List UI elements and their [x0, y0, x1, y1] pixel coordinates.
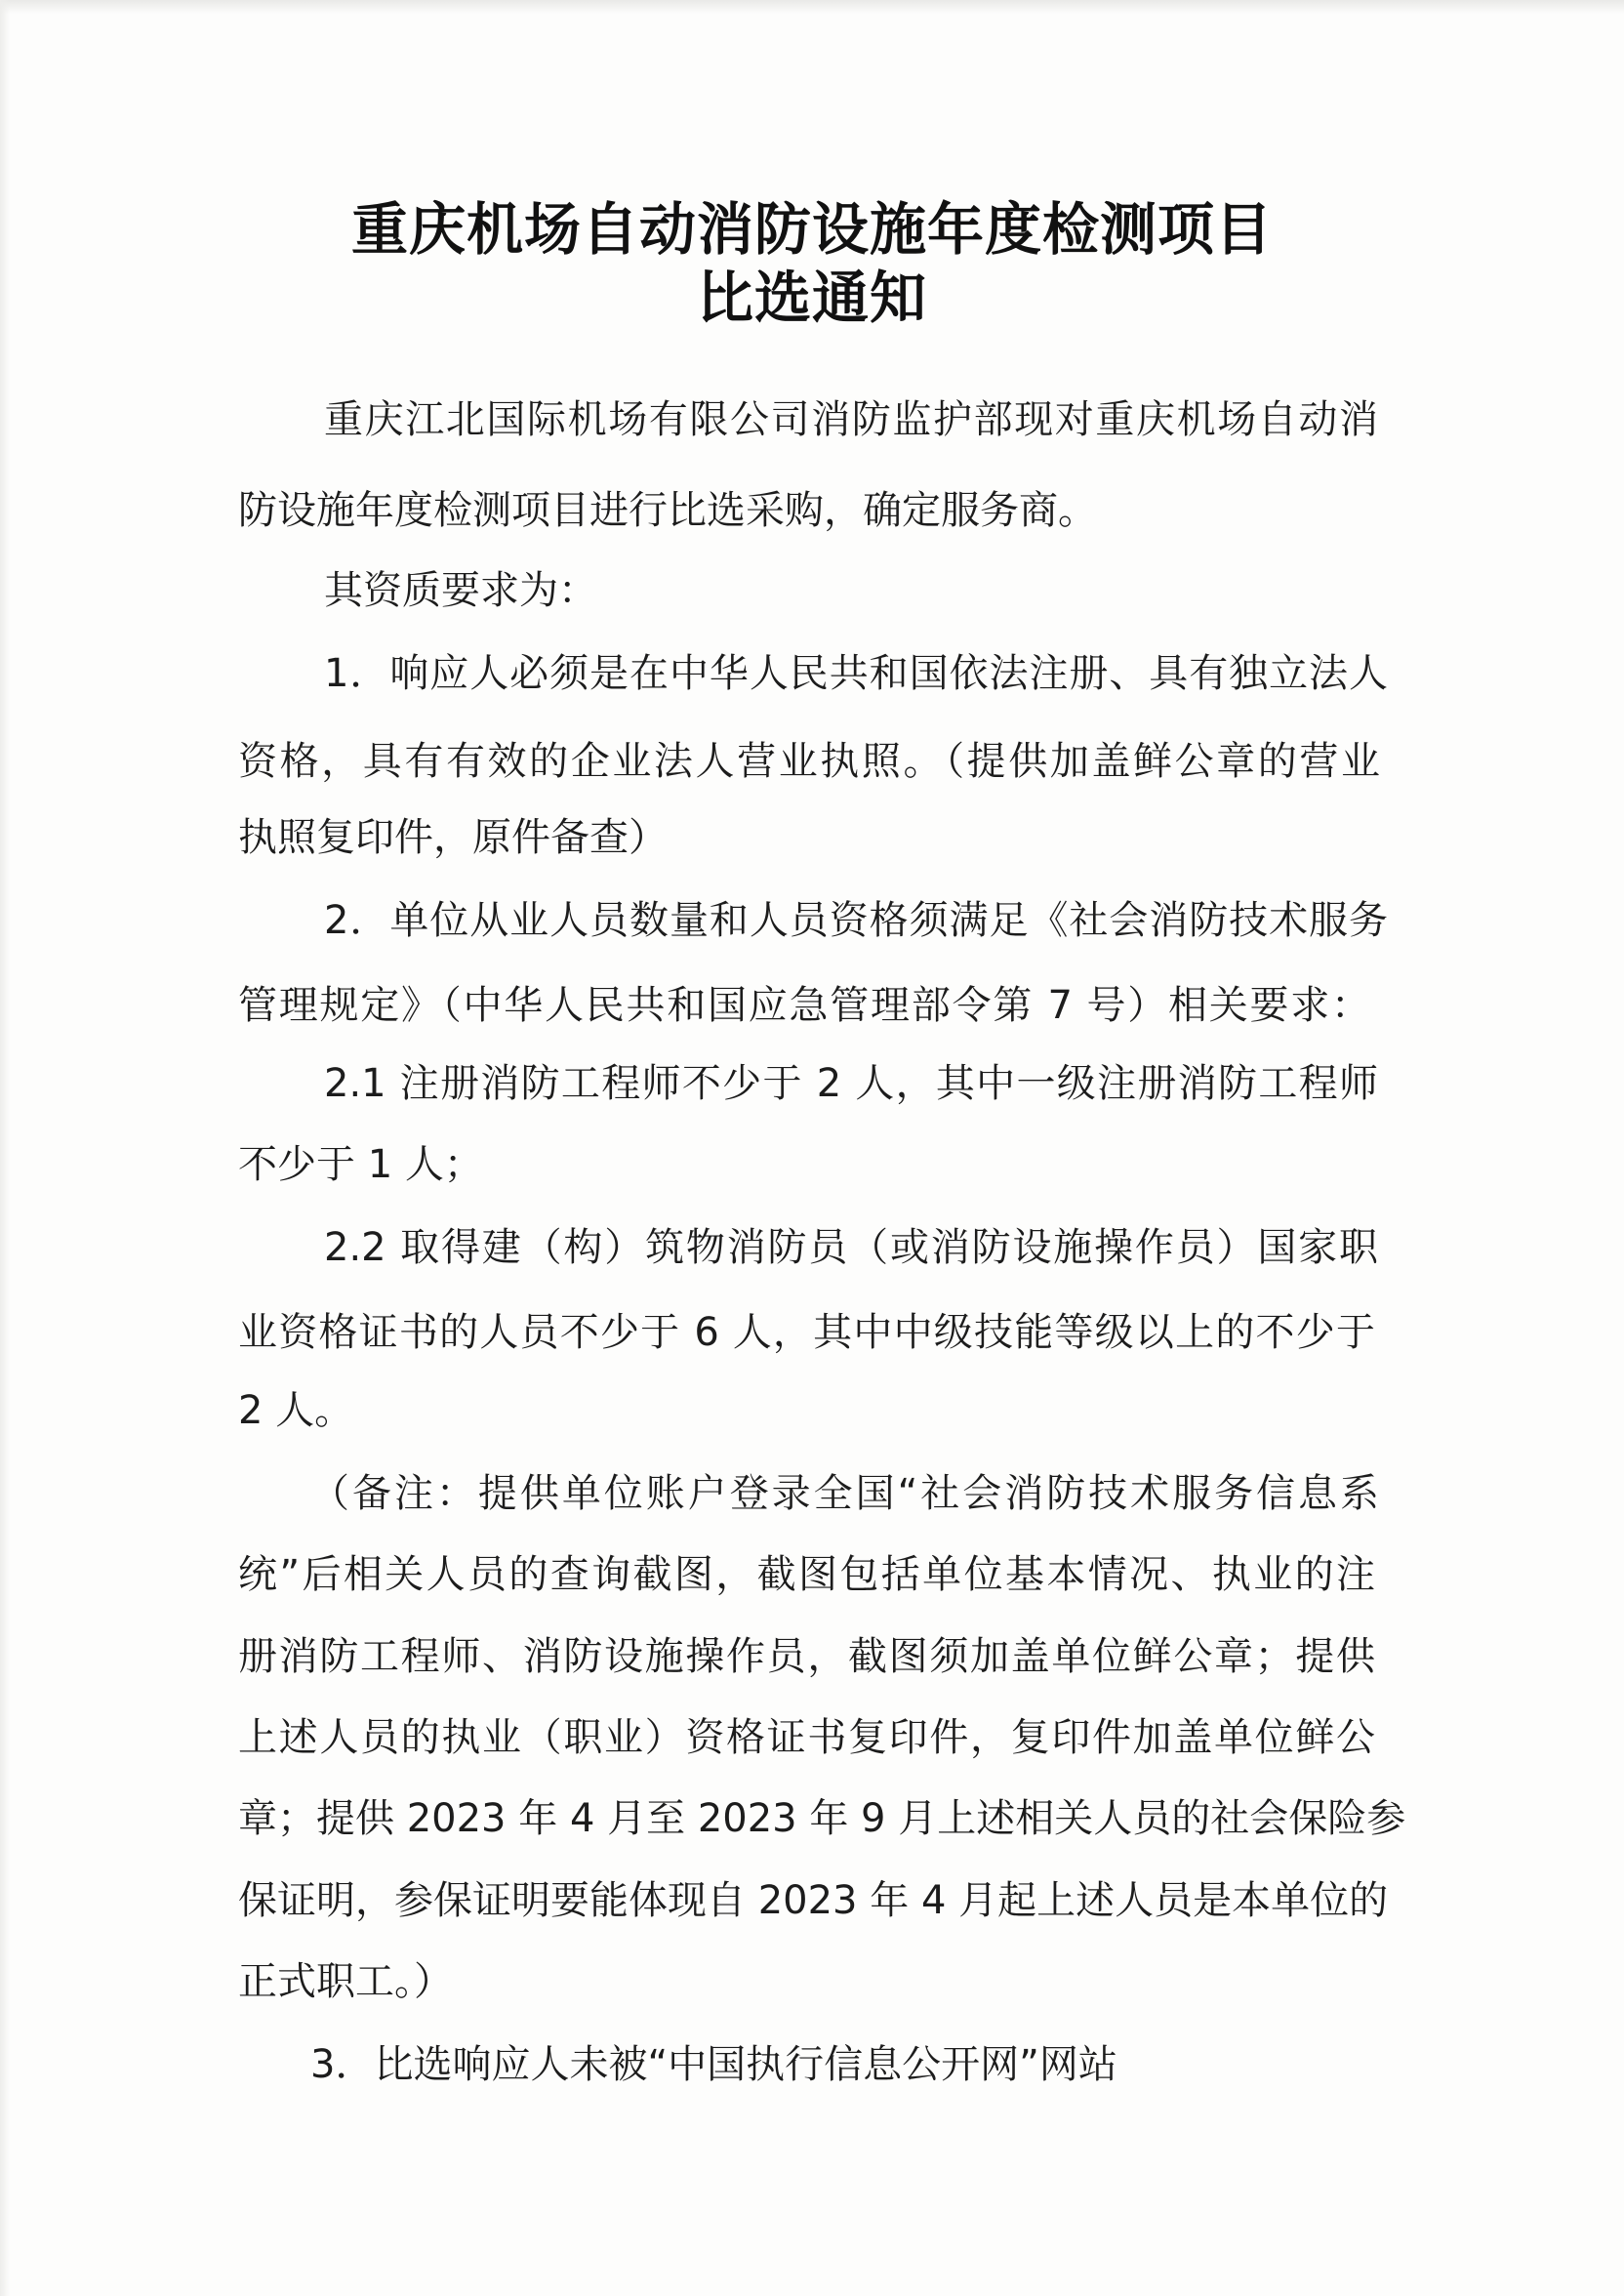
item-3-line-1: 3．比选响应人未被“中国执行信息公开网”网站 — [310, 2042, 1117, 2087]
item-2-2-line-2: 业资格证书的人员不少于 6 人，其中中级技能等级以上的不少于 — [238, 1310, 1375, 1355]
note-line-2: 统”后相关人员的查询截图，截图包括单位基本情况、执业的注 — [238, 1552, 1375, 1597]
note-line-1: （备注：提供单位账户登录全国“社会消防技术服务信息系 — [310, 1471, 1379, 1516]
note-line-7: 正式职工。） — [238, 1959, 453, 2004]
item-1-line-1: 1．响应人必须是在中华人民共和国依法注册、具有独立法人 — [324, 651, 1388, 696]
note-line-3: 册消防工程师、消防设施操作员，截图须加盖单位鲜公章；提供 — [238, 1634, 1375, 1679]
item-2-1-line-1: 2.1 注册消防工程师不少于 2 人，其中一级注册消防工程师 — [324, 1061, 1378, 1106]
item-2-line-1: 2．单位从业人员数量和人员资格须满足《社会消防技术服务 — [324, 898, 1388, 943]
document-title-line-1: 重庆机场自动消防设施年度检测项目 — [350, 196, 1273, 263]
intro-line-2: 防设施年度检测项目进行比选采购，确定服务商。 — [238, 488, 1097, 533]
qualification-heading: 其资质要求为： — [324, 568, 597, 613]
item-2-1-line-2: 不少于 1 人； — [238, 1142, 483, 1187]
item-2-line-2: 管理规定》（中华人民共和国应急管理部令第 7 号）相关要求： — [238, 983, 1370, 1028]
note-line-4: 上述人员的执业（职业）资格证书复印件，复印件加盖单位鲜公 — [238, 1715, 1375, 1760]
intro-line-1: 重庆江北国际机场有限公司消防监护部现对重庆机场自动消 — [324, 397, 1378, 442]
item-2-2-line-3: 2 人。 — [238, 1388, 354, 1433]
item-2-2-line-1: 2.2 取得建（构）筑物消防员（或消防设施操作员）国家职 — [324, 1225, 1378, 1270]
document-title-line-2: 比选通知 — [696, 265, 927, 331]
note-line-6: 保证明，参保证明要能体现自 2023 年 4 月起上述人员是本单位的 — [238, 1878, 1389, 1923]
scan-edge-left — [0, 0, 10, 2296]
note-line-5: 章；提供 2023 年 4 月至 2023 年 9 月上述相关人员的社会保险参 — [238, 1796, 1406, 1841]
item-1-line-3: 执照复印件，原件备查） — [238, 815, 668, 860]
item-1-line-2: 资格，具有有效的企业法人营业执照。（提供加盖鲜公章的营业 — [238, 739, 1380, 784]
scan-edge-top — [0, 0, 1624, 14]
